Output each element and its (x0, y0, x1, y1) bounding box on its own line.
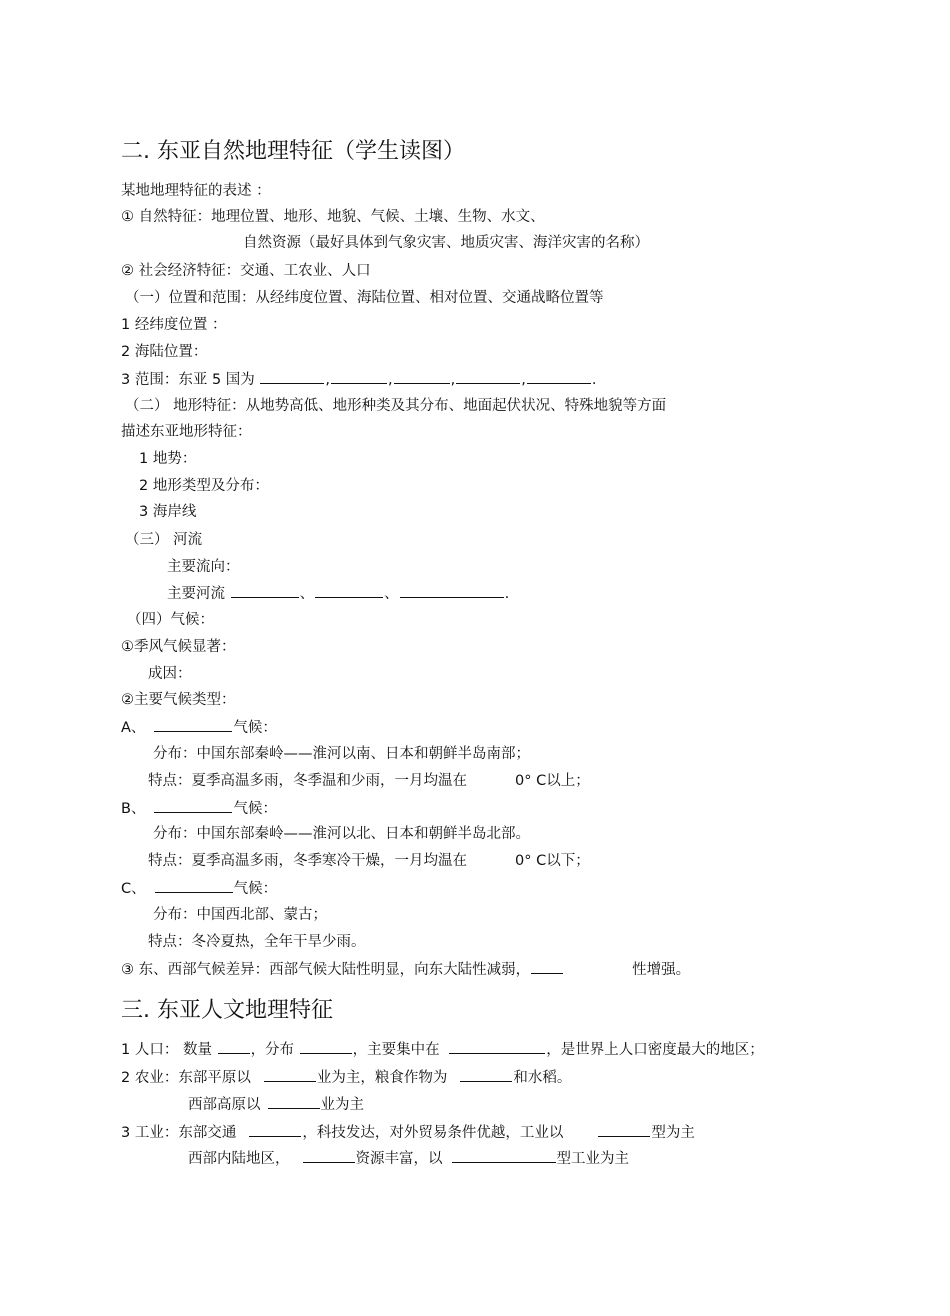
industry-label: 3 工业：东部交通 (121, 1125, 237, 1141)
location-heading: （一）位置和范围：从经纬度位置、海陆位置、相对位置、交通战略位置等 (125, 290, 604, 306)
climate-a-temp: 0° C以上； (515, 773, 590, 789)
blank-climate-c[interactable] (155, 878, 233, 893)
east-west-suffix: 性增强。 (632, 962, 691, 978)
social-features-line: ② 社会经济特征：交通、工农业、人口 (121, 263, 371, 279)
concentration-label: ，主要集中在 (352, 1042, 440, 1058)
climate-b-features-text: 特点：夏季高温多雨，冬季寒冷干燥，一月均温在 (148, 853, 467, 869)
blank-industry-west[interactable] (452, 1148, 556, 1163)
blank-industry-east[interactable] (598, 1122, 650, 1137)
natural-resources-line: 自然资源（最好具体到气象灾害、地质灾害、海洋灾害的名称） (243, 235, 649, 251)
climate-b-distribution: 分布：中国东部秦岭——淮河以北、日本和朝鲜半岛北部。 (153, 826, 530, 842)
comma: , (325, 372, 330, 388)
climate-types-line: ②主要气候类型： (121, 692, 236, 708)
range-line (121, 369, 596, 390)
industry-line (121, 1122, 695, 1143)
monsoon-line: ①季风气候显著： (121, 639, 236, 655)
blank-pop-amount[interactable] (218, 1039, 250, 1054)
comma: , (450, 372, 456, 388)
blank-pop-distribution[interactable] (300, 1039, 352, 1054)
climate-a-features (148, 771, 590, 791)
climate-a-features-text: 特点：夏季高温多雨，冬季温和少雨，一月均温在 (148, 773, 467, 789)
terrain-coastline: 3 海岸线 (139, 504, 197, 520)
blank-pop-concentration[interactable] (449, 1039, 545, 1054)
comma: , (388, 372, 393, 388)
terrain-types: 2 地形类型及分布： (139, 478, 269, 494)
blank-agri-west[interactable] (268, 1094, 320, 1109)
climate-c-line (121, 878, 277, 899)
climate-a-label: A、 (121, 720, 146, 736)
climate-a-distribution: 分布：中国东部秦岭——淮河以南、日本和朝鲜半岛南部； (153, 746, 530, 762)
industry-type-suffix: 型工业为主 (556, 1151, 629, 1167)
blank-climate-a[interactable] (154, 717, 232, 732)
climate-a-line (121, 717, 277, 738)
climate-heading: （四）气候： (127, 612, 214, 628)
climate-suffix: 气候： (233, 881, 278, 897)
rice-text: 和水稻。 (513, 1070, 572, 1086)
sea-land-line: 2 海陆位置： (121, 344, 208, 360)
terrain-intro: 描述东亚地形特征： (121, 424, 252, 440)
natural-features-line: ① 自然特征：地理位置、地形、地貌、气候、土壤、生物、水文、 (121, 209, 545, 225)
population-line (121, 1039, 764, 1060)
climate-b-features (148, 851, 590, 871)
period: . (504, 586, 510, 602)
climate-suffix: 气候： (233, 720, 277, 736)
agriculture-west-line (188, 1094, 364, 1115)
climate-c-label: C、 (121, 881, 146, 897)
blank-resource[interactable] (303, 1148, 355, 1163)
main-rivers-line (167, 583, 509, 604)
grain-label: 业为主，粮食作物为 (316, 1070, 448, 1086)
blank-continentality[interactable] (531, 959, 563, 974)
blank-grain[interactable] (460, 1067, 512, 1082)
climate-b-temp: 0° C以下； (515, 853, 590, 869)
industry-suffix: 业为主 (320, 1097, 364, 1113)
blank-country-5[interactable] (527, 369, 591, 384)
river-flow: 主要流向： (167, 559, 240, 575)
latlon-line: 1 经纬度位置 ： (121, 317, 227, 333)
density-text: ，是世界上人口密度最大的地区； (546, 1042, 764, 1058)
comma: , (521, 372, 526, 388)
climate-c-distribution: 分布：中国西北部、蒙古； (153, 907, 327, 923)
climate-c-features: 特点：冬冷夏热，全年干旱少雨。 (148, 934, 366, 950)
blank-river-2[interactable] (315, 583, 383, 598)
main-rivers-label: 主要河流 (167, 586, 225, 602)
blank-country-2[interactable] (331, 369, 387, 384)
distribution-label: ，分布 (250, 1042, 295, 1058)
type-suffix: 型为主 (651, 1125, 695, 1141)
climate-b-label: B、 (121, 801, 146, 817)
rich-resource-text: 资源丰富，以 (355, 1151, 443, 1167)
climate-suffix: 气候： (233, 801, 277, 817)
separator: 、 (299, 586, 315, 602)
terrain-heading: （二） 地形特征：从地势高低、地形种类及其分布、地面起伏状况、特殊地貌等方面 (125, 398, 667, 414)
east-west-climate-line (121, 959, 690, 980)
west-inland-label: 西部内陆地区， (188, 1151, 290, 1167)
blank-river-1[interactable] (231, 583, 299, 598)
terrain-elevation: 1 地势： (139, 451, 197, 467)
period: . (591, 372, 597, 388)
range-label: 3 范围：东亚 5 国为 (121, 372, 255, 388)
west-plateau-label: 西部高原以 (188, 1097, 261, 1113)
tech-text: ，科技发达，对外贸易条件优越，工业以 (302, 1125, 564, 1141)
industry-west-line (188, 1148, 629, 1169)
blank-transport[interactable] (249, 1122, 301, 1137)
rivers-heading: （三） 河流 (125, 532, 203, 548)
blank-country-4[interactable] (456, 369, 520, 384)
section3-title: 三. 东亚人文地理特征 (121, 998, 333, 1023)
monsoon-cause: 成因： (148, 666, 192, 682)
blank-river-3[interactable] (400, 583, 504, 598)
population-label: 1 人口： 数量 (121, 1042, 212, 1058)
climate-b-line (121, 798, 277, 819)
blank-country-1[interactable] (260, 369, 324, 384)
blank-climate-b[interactable] (154, 798, 232, 813)
agriculture-line (121, 1067, 571, 1088)
blank-country-3[interactable] (394, 369, 450, 384)
intro-line: 某地地理特征的表述 ： (121, 183, 271, 199)
east-west-text: ③ 东、西部气候差异：西部气候大陆性明显，向东大陆性减弱， (121, 962, 531, 978)
agriculture-label: 2 农业：东部平原以 (121, 1070, 251, 1086)
blank-agri-east[interactable] (264, 1067, 316, 1082)
separator: 、 (384, 586, 399, 602)
section2-title: 二. 东亚自然地理特征（学生读图） (121, 139, 465, 164)
